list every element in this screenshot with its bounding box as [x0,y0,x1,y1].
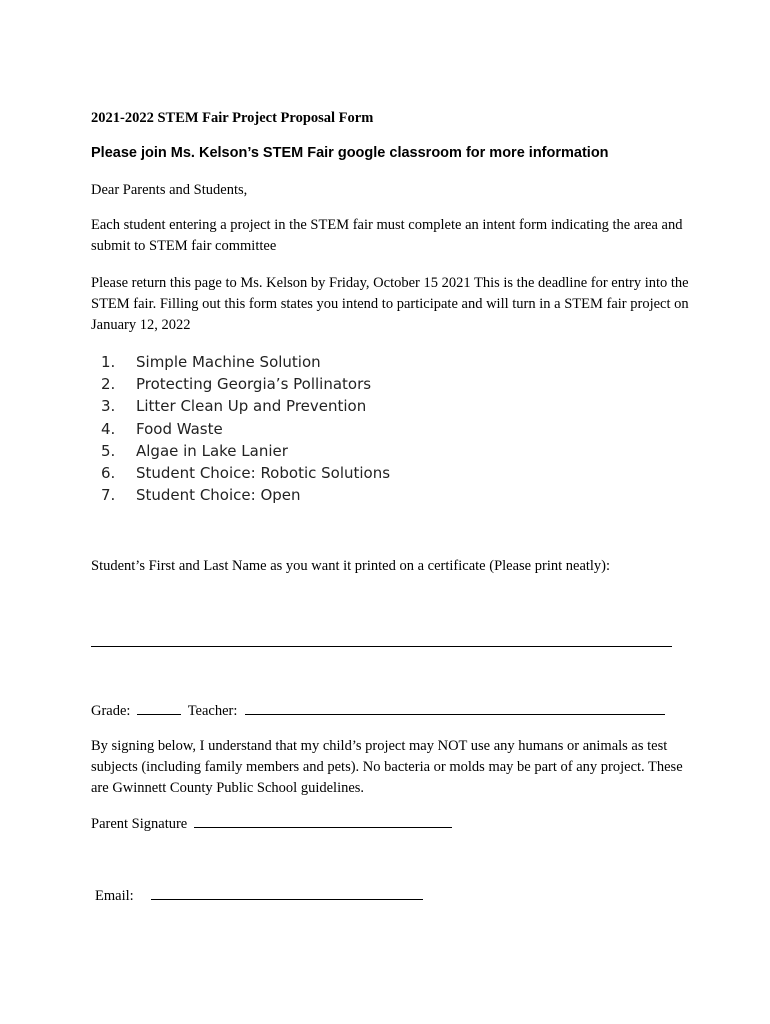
teacher-label: Teacher: [187,703,238,719]
form-subtitle: Please join Ms. Kelson’s STEM Fair google classroom for more information [91,145,609,161]
parent-signature-field[interactable] [194,813,452,828]
topic-label: Algae in Lake Lanier [136,441,288,460]
greeting: Dear Parents and Students, [91,182,248,198]
topic-label: Protecting Georgia’s Pollinators [136,375,372,394]
grade-teacher-row [91,700,691,722]
topic-number: 1. [101,353,116,371]
signature-row [91,813,452,835]
student-name-field[interactable] [91,646,672,647]
signature-label: Parent Signature [91,816,188,832]
email-field[interactable] [151,885,423,900]
topic-number: 2. [101,375,116,394]
name-prompt: Student’s First and Last Name as you want it printed on a certificate (Please print neatly): [91,558,611,574]
email-label: Email: [95,888,134,904]
topic-number: 6. [101,463,116,482]
topic-label: Litter Clean Up and Prevention [136,397,367,416]
topic-number: 4. [101,419,116,438]
intro-paragraph: Each student entering a project in the STEM fair must complete an intent form indicating the area and submit to STEM fair committee [91,217,683,254]
guidelines-paragraph: By signing below, I understand that my child’s project may NOT use any humans or animals as test subjects (including family members and pets). No bacteria or molds may be part of any project. These are Gwinnett County Public School guidelines. [91,738,683,796]
grade-field[interactable] [137,700,181,715]
topic-number: 7. [101,486,116,505]
topic-number: 5. [101,441,116,460]
form-title: 2021-2022 STEM Fair Project Proposal Form [91,110,374,126]
topic-label: Student Choice: Robotic Solutions [136,463,391,482]
topic-number: 3. [101,397,116,416]
grade-label: Grade: [91,703,131,719]
topic-label: Student Choice: Open [136,486,301,505]
topic-label: Simple Machine Solution [136,353,321,371]
deadline-paragraph: Please return this page to Ms. Kelson by Friday, October 15 2021 This is the deadline for entry into the STEM fair. Filling out this form states you intend to participate and will turn in a STEM fair project on January 12, 2022 [91,275,689,333]
teacher-field[interactable] [245,700,665,715]
topic-label: Food Waste [136,419,223,438]
email-row [95,885,423,907]
